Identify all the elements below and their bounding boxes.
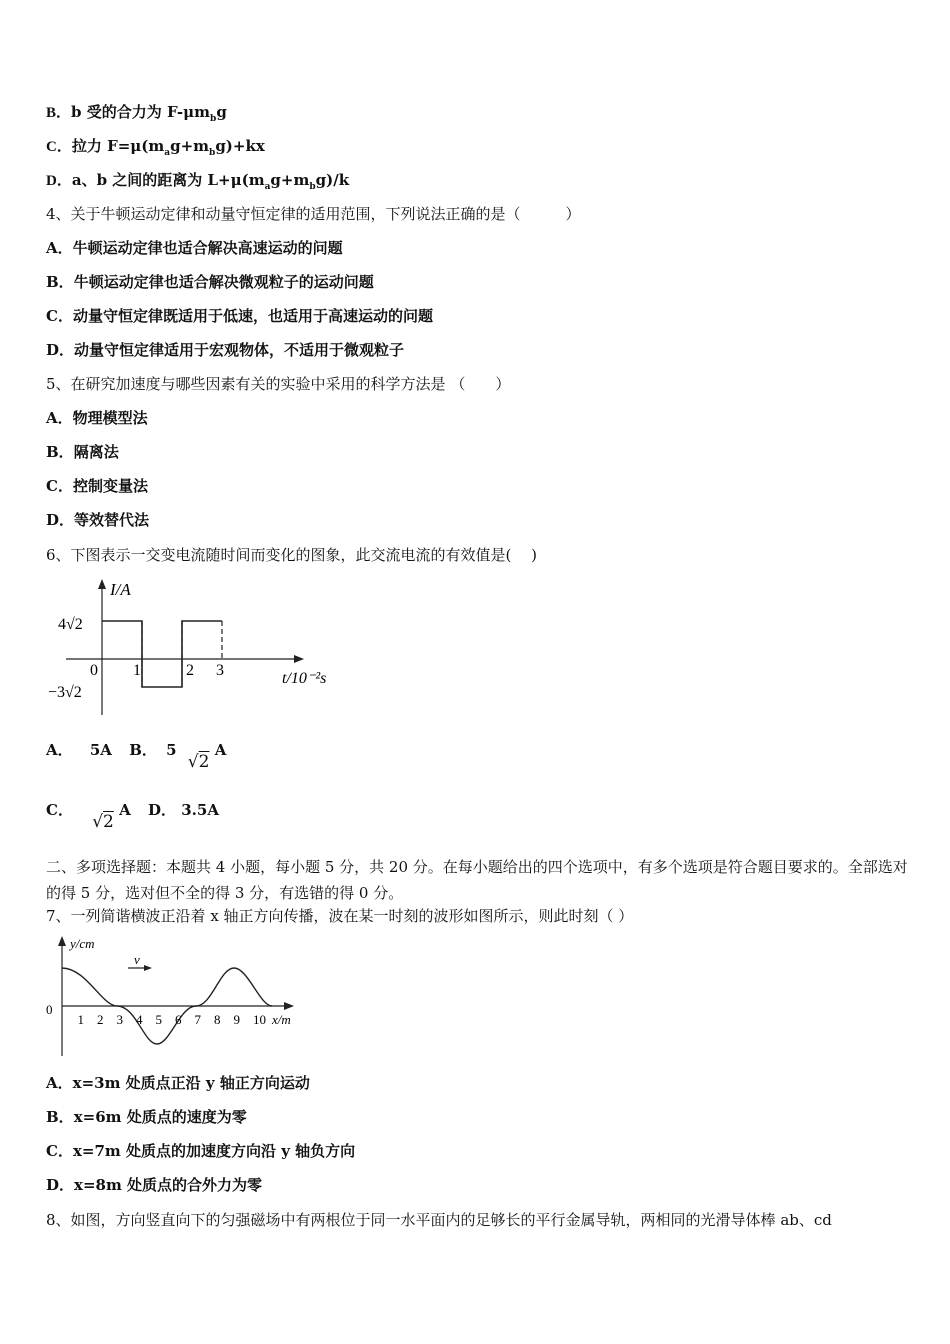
ac-current-graph (46, 575, 346, 723)
q4-option-a: A．牛顿运动定律也适合解决高速运动的问题 (46, 239, 343, 257)
graph-tick-3: 3 (216, 662, 224, 679)
wave-x-label: x/m (272, 1012, 291, 1027)
q4-option-c: C．动量守恒定律既适用于低速，也适用于高速运动的问题 (46, 307, 433, 325)
graph-y-label: I/A (110, 580, 131, 599)
velocity-arrowhead (144, 965, 152, 971)
q5-stem: 5、在研究加速度与哪些因素有关的实验中采用的科学方法是 （ ） (46, 375, 511, 393)
sqrt-symbol-b: √2 (187, 752, 210, 772)
velocity-label: v (134, 952, 140, 967)
q7-option-b: B．x=6m 处质点的速度为零 (46, 1108, 247, 1126)
wave-tick-2: 2 (97, 1012, 104, 1027)
graph-tick-0: 0 (90, 662, 98, 679)
wave-y-arrow (58, 936, 66, 946)
wave-tick-10: 10 (253, 1012, 266, 1027)
q6-options-cd: C． √2 A D． 3.5A (46, 801, 219, 832)
q3-option-d: D．a、b 之间的距离为 $L+\mu(m_ag+m_bg)/k$ (46, 171, 350, 192)
wave-graph (40, 932, 310, 1060)
q7-option-c: C．x=7m 处质点的加速度方向沿 y 轴负方向 (46, 1142, 356, 1160)
sqrt-symbol-c: √2 (92, 812, 114, 832)
graph-tick-2: 2 (186, 662, 194, 679)
graph-x-label: t/10⁻²s (282, 670, 327, 687)
q6-stem: 6、下图表示一交变电流随时间而变化的图象，此交流电流的有效值是( ) (46, 546, 538, 564)
wave-tick-5: 5 (155, 1012, 162, 1027)
wave-tick-4: 4 (136, 1012, 143, 1027)
q4-option-b: B．牛顿运动定律也适合解决微观粒子的运动问题 (46, 273, 374, 291)
graph-pos-value: 4√2 (58, 616, 83, 633)
q4-stem: 4、关于牛顿运动定律和动量守恒定律的适用范围，下列说法正确的是（ ） (46, 205, 581, 223)
q7-stem: 7、一列简谐横波正沿着 x 轴正方向传播，波在某一时刻的波形如图所示，则此时刻（ ） (46, 907, 634, 925)
graph-x-arrow (294, 655, 304, 663)
wave-y-label: y/cm (70, 936, 95, 951)
q5-option-a: A．物理模型法 (46, 409, 148, 427)
graph-neg-value: −3√2 (48, 684, 82, 701)
q5-option-c: C．控制变量法 (46, 477, 148, 495)
q4-option-d: D．动量守恒定律适用于宏观物体，不适用于微观粒子 (46, 341, 405, 359)
q3-option-c: C．拉力 $F=\mu(m_ag+m_bg)+kx$ (46, 137, 265, 158)
wave-tick-6: 6 (175, 1012, 182, 1027)
wave-tick-1: 1 (77, 1012, 84, 1027)
wave-x-arrow (284, 1002, 294, 1010)
q3-option-b: B．b 受的合力为 $F-\mu m_bg$ (46, 103, 227, 124)
wave-tick-8: 8 (214, 1012, 221, 1027)
wave-tick-labels (78, 1012, 267, 1027)
current-waveform (102, 621, 222, 687)
q7-option-d: D．x=8m 处质点的合外力为零 (46, 1176, 263, 1194)
section2-header: 二、多项选择题：本题共 4 小题，每小题 5 分，共 20 分。在每小题给出的四个选项中，有多个选项是符合题目要求的。全部选对的得 5 分，选对但不全的得 3 分，有选错的得 0 分。 (46, 858, 908, 902)
wave-origin: 0 (46, 1002, 53, 1017)
wave-tick-3: 3 (116, 1012, 123, 1027)
q5-option-b: B．隔离法 (46, 443, 119, 461)
graph-y-arrow (98, 579, 106, 589)
q7-option-a: A．x=3m 处质点正沿 y 轴正方向运动 (46, 1074, 310, 1092)
wave-tick-7: 7 (194, 1012, 201, 1027)
q6-options-ab: A． 5A B． 5 √2 A (46, 741, 227, 772)
wave-tick-9: 9 (233, 1012, 240, 1027)
graph-tick-1: 1 (133, 662, 141, 679)
q8-stem: 8、如图，方向竖直向下的匀强磁场中有两根位于同一水平面内的足够长的平行金属导轨，两相同的光滑导体棒 ab、cd (46, 1211, 832, 1229)
q5-option-d: D．等效替代法 (46, 511, 150, 529)
